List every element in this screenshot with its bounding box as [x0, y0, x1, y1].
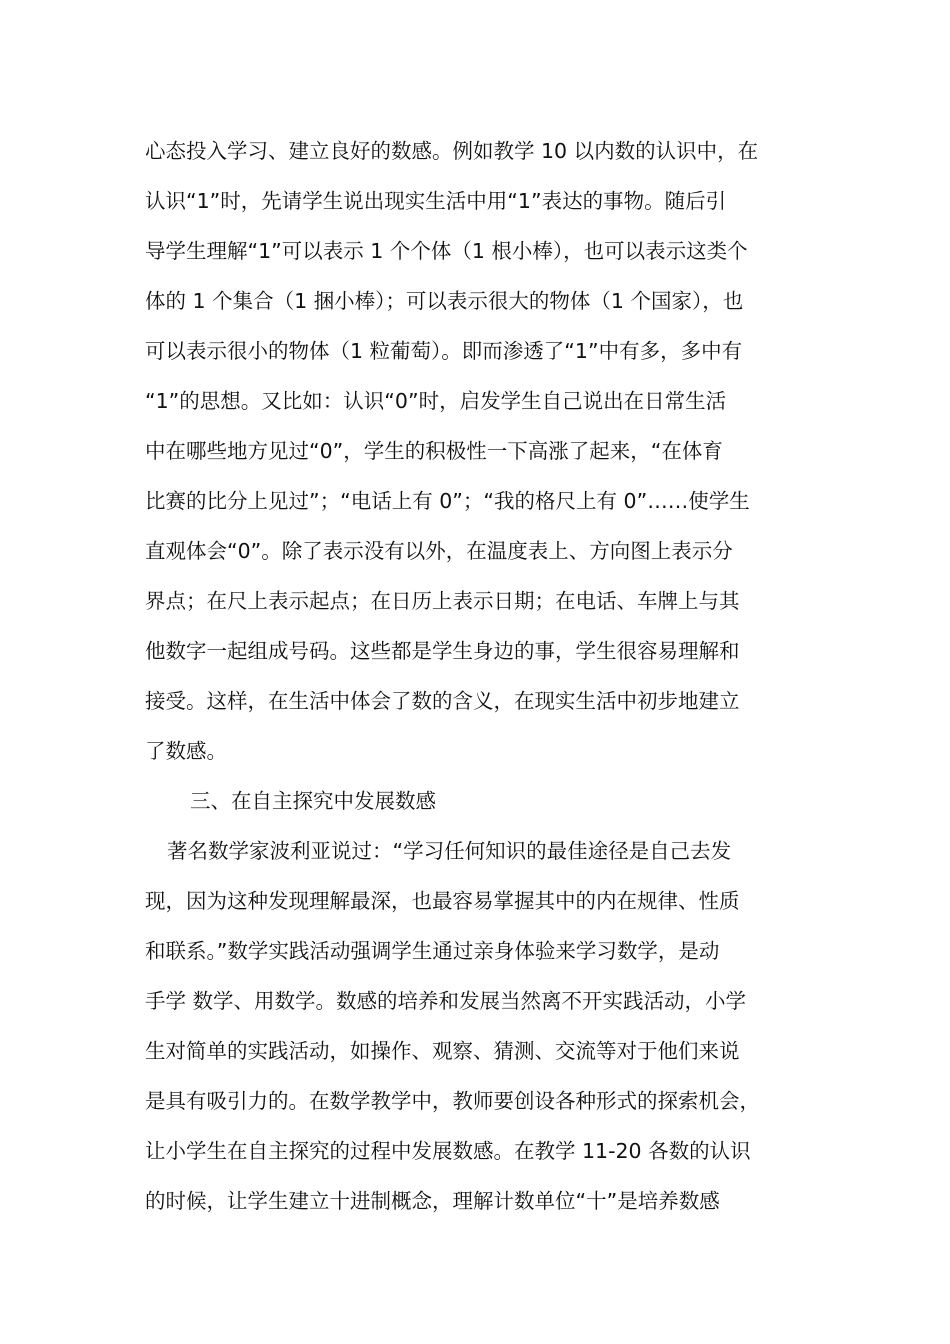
paragraph-line: 和联系。”数学实践活动强调学生通过亲身体验来学习数学，是动	[145, 939, 720, 963]
paragraph-line: 让小学生在自主探究的过程中发展数感。在教学 11-20 各数的认识	[145, 1139, 751, 1163]
paragraph-line: 他数字一起组成号码。这些都是学生身边的事，学生很容易理解和	[145, 639, 740, 663]
paragraph-line: 认识“1”时，先请学生说出现实生活中用“1”表达的事物。随后引	[145, 189, 727, 213]
paragraph-line: 生对简单的实践活动，如操作、观察、猜测、交流等对于他们来说	[145, 1039, 740, 1063]
paragraph-line: 体的 1 个集合（1 捆小棒）；可以表示很大的物体（1 个国家），也	[145, 289, 744, 313]
section-heading: 三、在自主探究中发展数感	[190, 789, 436, 813]
paragraph-line: 可以表示很小的物体（1 粒葡萄）。即而渗透了“1”中有多，多中有	[145, 339, 743, 363]
paragraph-line: 了数感。	[145, 739, 227, 763]
paragraph-line: 的时候，让学生建立十进制概念，理解计数单位“十”是培养数感	[145, 1189, 720, 1213]
paragraph-line: 接受。这样，在生活中体会了数的含义，在现实生活中初步地建立	[145, 689, 740, 713]
paragraph-line: 手学 数学、用数学。数感的培养和发展当然离不开实践活动，小学	[145, 989, 747, 1013]
paragraph-line: 导学生理解“1”可以表示 1 个个体（1 根小棒），也可以表示这类个	[145, 239, 748, 263]
paragraph-line: 著名数学家波利亚说过：“学习任何知识的最佳途径是自己去发	[167, 839, 732, 863]
paragraph-line: 是具有吸引力的。在数学教学中，教师要创设各种形式的探索机会，	[145, 1089, 760, 1113]
paragraph-line: 界点；在尺上表示起点；在日历上表示日期；在电话、车牌上与其	[145, 589, 740, 613]
paragraph-line: 现，因为这种发现理解最深，也最容易掌握其中的内在规律、性质	[145, 889, 740, 913]
paragraph-line: “1”的思想。又比如：认识“0”时，启发学生自己说出在日常生活	[145, 389, 727, 413]
paragraph-line: 中在哪些地方见过“0”，学生的积极性一下高涨了起来，“在体育	[145, 439, 723, 463]
paragraph-line: 比赛的比分上见过”；“电话上有 0”；“我的格尺上有 0”……使学生	[145, 489, 750, 513]
paragraph-line: 直观体会“0”。除了表示没有以外，在温度表上、方向图上表示分	[145, 539, 733, 563]
paragraph-line: 心态投入学习、建立良好的数感。例如教学 10 以内数的认识中，在	[145, 139, 759, 163]
document-body	[145, 126, 825, 1226]
